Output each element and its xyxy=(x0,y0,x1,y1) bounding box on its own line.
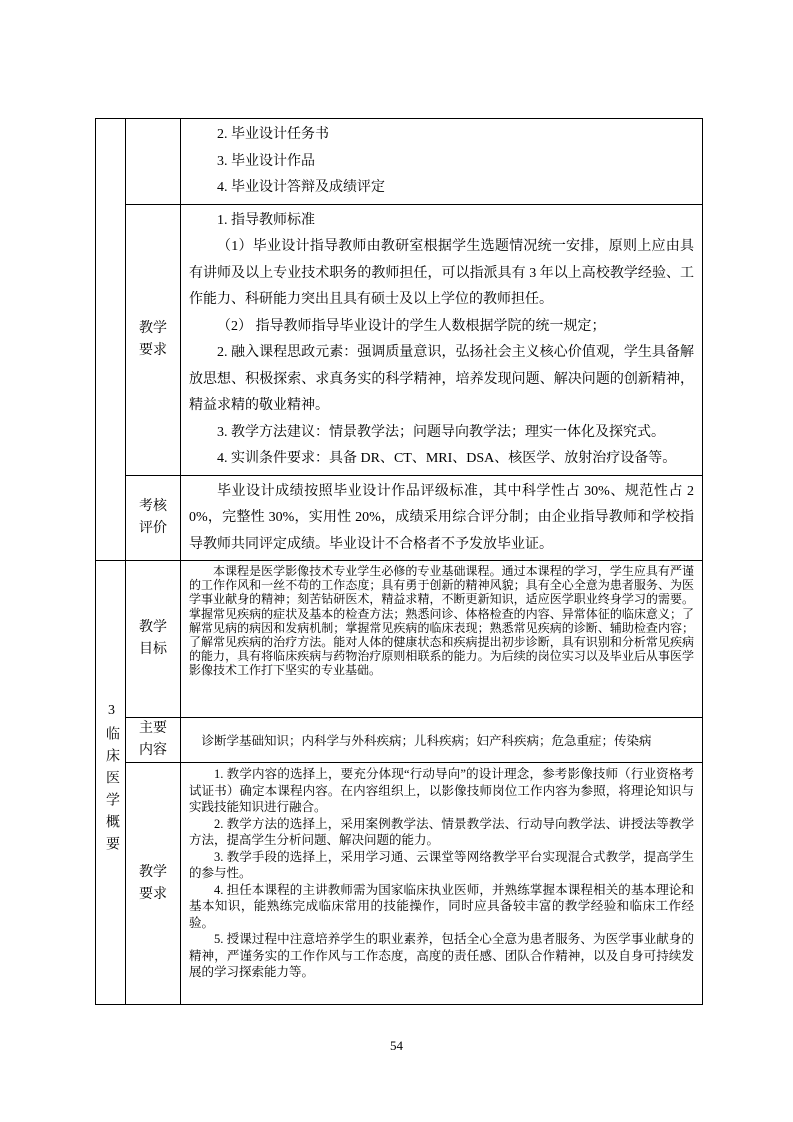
paragraph: 2. 融入课程思政元素：强调质量意识，弘扬社会主义核心价值观，学生具备解放思想、积极探索、求真务实的科学精神，培养发现问题、解决问题的创新精神，精益求精的敬业精神。 xyxy=(189,345,694,413)
paragraph: 2. 毕业设计任务书 xyxy=(217,127,329,142)
content-cell-teaching-requirements-2 xyxy=(181,763,703,1005)
row-label: 教学要求 xyxy=(139,864,167,902)
row-label: 考核评价 xyxy=(139,498,167,536)
paragraph: 4. 担任本课程的主讲教师需为国家临床执业医师，并熟练掌握本课程相关的基本理论和基本知识，能熟练完成临床常用的技能操作，同时应具备较丰富的教学经验和临床工作经验。 xyxy=(189,882,694,930)
content-cell-main-content xyxy=(181,718,703,763)
paragraph: 4. 毕业设计答辩及成绩评定 xyxy=(217,180,385,195)
course-syllabus-table xyxy=(95,118,703,1005)
paragraph: 本课程是医学影像技术专业学生必修的专业基础课程。通过本课程的学习，学生应具有严谨的工作作风和一丝不苟的工作态度；具有勇于创新的精神风貌；具有全心全意为患者服务、为医学事业献身的精神；刻苦钻研医术，精益求精，不断更新知识，适应医学职业终身学习的需要。掌握常见疾病的症状及基本的检查方法；熟悉问诊、体格检查的内容、异常体征的临床意义；了解常见病的病因和发病机制；掌握常见疾病的临床表现；熟悉常见疾病的诊断、辅助检查内容；了解常见疾病的治疗方法。能对人体的健康状态和疾病提出初步诊断，具有识别和分析常见疾病的能力，具有将临床疾病与药物治疗原则相联系的能力。为后续的岗位实习以及毕业后从事医学影像技术工作打下坚实的专业基础。 xyxy=(189,564,694,678)
paragraph: 1. 指导教师标准 xyxy=(217,212,315,228)
paragraph: 3. 教学手段的选择上，采用学习通、云课堂等网络教学平台实现混合式教学，提高学生的参与性。 xyxy=(189,849,694,880)
content-cell-deliverables xyxy=(181,119,703,205)
row-label: 教学目标 xyxy=(139,620,167,657)
paragraph: 3. 教学方法建议：情景教学法；问题导向教学法；理实一体化及探究式。 xyxy=(217,424,665,440)
label-cell-empty xyxy=(126,119,181,205)
content-cell-assessment xyxy=(181,475,703,561)
paragraph: 3. 毕业设计作品 xyxy=(217,153,315,169)
content-cell-teaching-requirements xyxy=(181,204,703,475)
section-number-cell-empty xyxy=(96,119,126,561)
section-title: 临床医学概要 xyxy=(104,725,119,858)
paragraph: 诊断学基础知识；内科学与外科疾病；儿科疾病；妇产科疾病；危急重症；传染病 xyxy=(201,733,652,748)
content-cell-teaching-objectives xyxy=(181,561,703,718)
paragraph: 5. 授课过程中注意培养学生的职业素养，包括全心全意为患者服务、为医学事业献身的精神，严谨务实的工作作风与工作态度，高度的责任感、团队合作精神，以及自身可持续发展的学习探索能力等。 xyxy=(189,932,694,979)
label-assessment-evaluation xyxy=(126,475,181,561)
section-title-vertical xyxy=(96,703,126,858)
row-label: 教学要求 xyxy=(139,320,167,358)
paragraph: 2. 教学方法的选择上，采用案例教学法、情景教学法、行动导向教学法、讲授法等教学方法，提高学生分析问题、解决问题的能力。 xyxy=(189,816,694,847)
paragraph: 1. 教学内容的选择上，要充分体现“行动导向”的设计理念，参考影像技师（行业资格考试证书）确定本课程内容。在内容组织上，以影像技师岗位工作内容为参照，将理论知识与实践技能知识进行融合。 xyxy=(189,767,694,814)
label-teaching-objectives xyxy=(126,561,181,718)
row-label: 主要内容 xyxy=(139,721,167,758)
section-number: 3 xyxy=(104,702,119,726)
label-teaching-requirements xyxy=(126,204,181,475)
section-number-cell-clinical-medicine xyxy=(96,561,126,1005)
paragraph: （2） 指导教师指导毕业设计的学生人数根据学院的统一规定； xyxy=(217,318,606,334)
page-number: 54 xyxy=(390,1038,403,1053)
paragraph: 毕业设计成绩按照毕业设计作品评级标准，其中科学性占 30%、规范性占 20%，完整性 30%，实用性 20%，成绩采用综合评分制；由企业指导教师和学校指导教师共同评定成绩。毕业设计不合格者不予发放毕业证。 xyxy=(189,483,694,552)
label-main-content xyxy=(126,718,181,763)
label-teaching-requirements-2 xyxy=(126,763,181,1005)
paragraph: （1）毕业设计指导教师由教研室根据学生选题情况统一安排，原则上应由具有讲师及以上专业技术职务的教师担任，可以指派具有 3 年以上高校教学经验、工作能力、科研能力突出且具有硕士及以上学位的教师担任。 xyxy=(189,239,694,307)
paragraph: 4. 实训条件要求：具备 DR、CT、MRI、DSA、核医学、放射治疗设备等。 xyxy=(217,451,677,466)
